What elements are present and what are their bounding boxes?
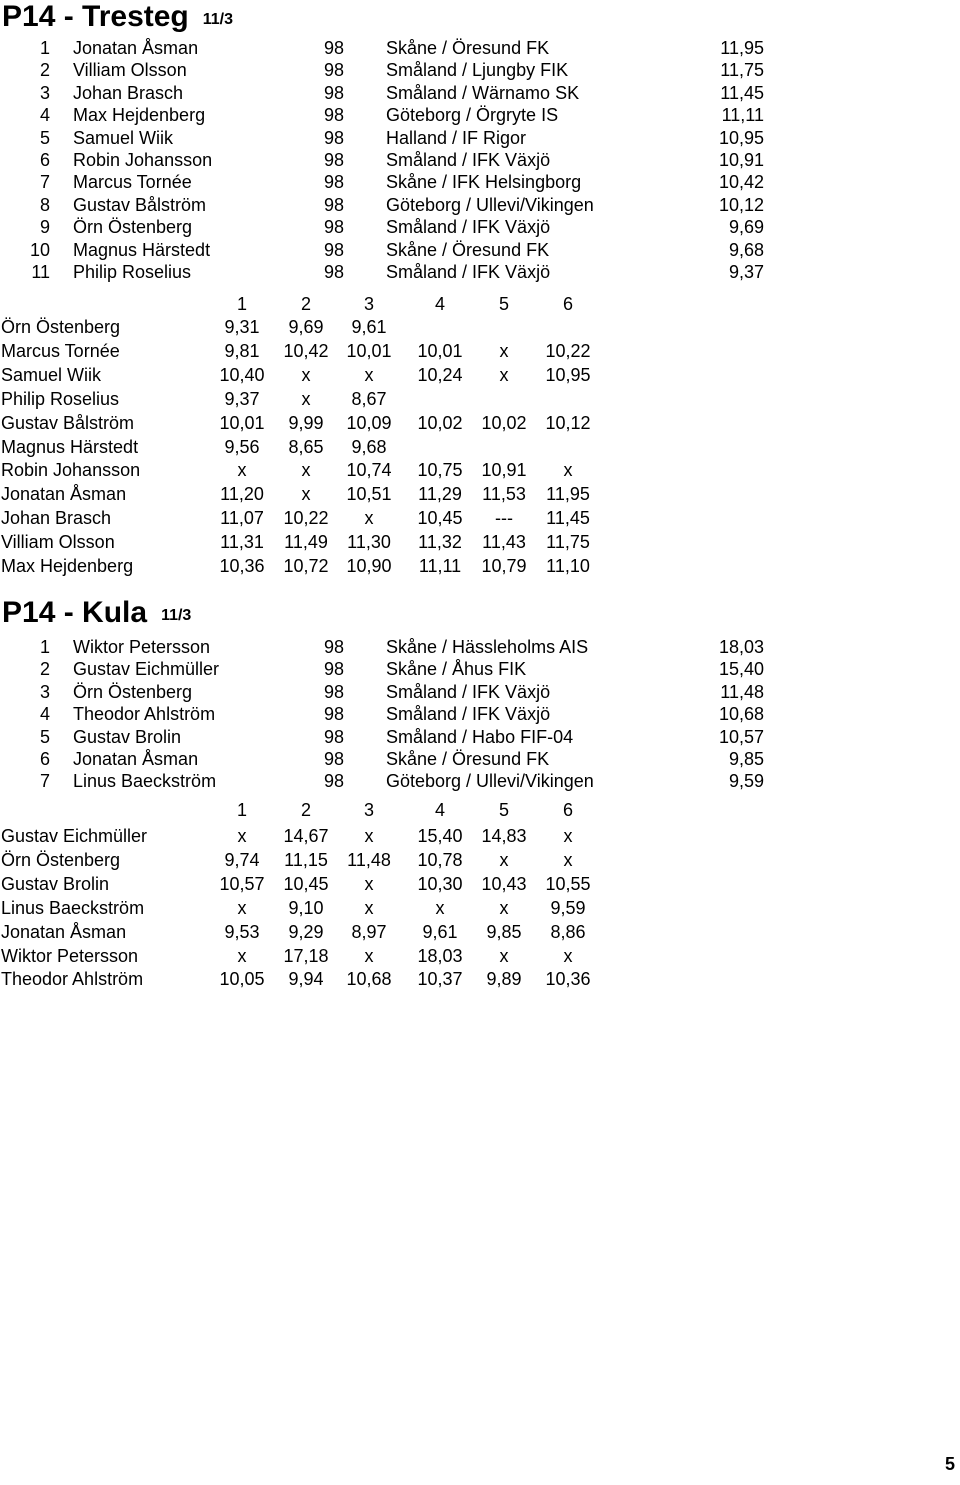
attempt-value: 14,83: [481, 826, 527, 846]
attempt-number-header: 5: [498, 294, 509, 314]
attempt-value: 9,53: [224, 921, 260, 942]
birth-year: 98: [324, 681, 345, 702]
athlete-name: Örn Östenberg: [1, 317, 121, 337]
attempt-row: [0, 945, 960, 967]
result-rank: 9: [39, 217, 50, 238]
attempt-row: [0, 825, 960, 847]
attempt-row: [0, 531, 960, 553]
athlete-name: Linus Baeckström: [73, 771, 217, 792]
attempt-value: x: [563, 460, 573, 481]
birth-year: 98: [324, 704, 345, 725]
attempt-value: 11,43: [482, 532, 526, 553]
attempt-value: 11,29: [418, 484, 462, 505]
athlete-name: Philip Roselius: [73, 262, 192, 282]
birth-year: 98: [324, 749, 345, 769]
attempt-value: x: [364, 945, 374, 966]
section-title: [2, 0, 233, 37]
attempt-value: x: [563, 945, 573, 966]
event-date: 11/3: [202, 11, 234, 28]
attempt-value: 9,85: [486, 921, 522, 942]
result-row: [0, 104, 960, 126]
club-name: Småland / IFK Växjö: [386, 262, 551, 282]
attempt-value: 9,74: [224, 849, 260, 870]
result-rank: 3: [39, 681, 50, 702]
result-row: [0, 658, 960, 680]
attempt-row: [0, 968, 960, 990]
attempt-value: 10,01: [346, 340, 392, 361]
birth-year: 98: [324, 194, 345, 215]
attempt-value: 10,90: [346, 556, 392, 576]
result-score: 10,95: [718, 127, 764, 148]
athlete-name: Gustav Bålström: [73, 194, 207, 215]
attempt-value: 11,49: [284, 532, 328, 553]
attempt-value: 10,02: [417, 412, 463, 433]
result-row: [0, 127, 960, 149]
result-rank: 4: [39, 704, 50, 725]
attempt-value: 17,18: [283, 945, 329, 966]
athlete-name: Theodor Ahlström: [1, 969, 144, 990]
birth-year: 98: [324, 659, 345, 680]
result-score: 10,42: [718, 172, 764, 193]
attempt-value: 9,37: [224, 388, 260, 409]
result-score: 11,45: [720, 82, 764, 103]
result-row: [0, 681, 960, 703]
attempt-value: x: [301, 484, 311, 505]
result-rank: 5: [39, 127, 50, 148]
result-row: [0, 770, 960, 792]
attempt-value: x: [237, 897, 247, 918]
attempt-row: [0, 873, 960, 895]
attempt-number-header: 5: [498, 800, 509, 820]
attempt-value: 10,45: [283, 873, 329, 894]
attempt-value: x: [301, 388, 311, 409]
club-name: Småland / Wärnamo SK: [386, 82, 580, 103]
attempt-value: 18,03: [417, 945, 463, 966]
attempt-value: 11,20: [220, 484, 264, 505]
attempt-value: 10,36: [219, 556, 265, 576]
attempt-number-header: 6: [562, 800, 573, 820]
attempt-row: [0, 340, 960, 362]
attempt-value: 10,78: [417, 849, 463, 870]
attempt-row: [0, 316, 960, 338]
attempt-value: 9,68: [351, 436, 387, 457]
attempt-value: x: [364, 826, 374, 846]
athlete-name: Linus Baeckström: [1, 897, 145, 918]
result-rank: 7: [39, 771, 50, 792]
attempt-value: 10,22: [283, 508, 329, 529]
attempt-value: 10,30: [417, 873, 463, 894]
attempt-value: 10,68: [346, 969, 392, 990]
result-row: [0, 82, 960, 104]
athlete-name: Jonatan Åsman: [73, 749, 199, 769]
result-rank: 2: [39, 659, 50, 680]
result-score: 9,59: [728, 771, 764, 792]
club-name: Göteborg / Ullevi/Vikingen: [386, 194, 594, 215]
attempt-value: 10,95: [545, 364, 591, 385]
attempt-value: 10,57: [219, 873, 265, 894]
attempt-value: x: [301, 460, 311, 481]
birth-year: 98: [324, 38, 345, 58]
club-name: Småland / Ljungby FIK: [386, 60, 569, 81]
birth-year: 98: [324, 150, 345, 170]
birth-year: 98: [324, 262, 345, 282]
attempt-value: 10,24: [417, 364, 463, 385]
athlete-name: Wiktor Petersson: [1, 945, 139, 966]
result-score: 15,40: [718, 659, 764, 680]
attempt-value: 10,37: [417, 969, 463, 990]
athlete-name: Marcus Tornée: [1, 340, 120, 361]
attempt-value: 10,75: [417, 460, 463, 481]
attempt-row: [0, 897, 960, 919]
attempt-value: 10,72: [283, 556, 329, 576]
attempt-value: 10,01: [219, 412, 265, 433]
attempt-value: 11,11: [418, 556, 462, 576]
athlete-name: Philip Roselius: [1, 388, 120, 409]
result-rank: 1: [39, 38, 50, 58]
attempt-value: x: [499, 897, 509, 918]
result-row: [0, 194, 960, 216]
attempt-row: [0, 459, 960, 481]
attempt-row: [0, 921, 960, 943]
attempt-value: 11,07: [220, 508, 264, 529]
attempt-value: 11,32: [418, 532, 462, 553]
athlete-name: Örn Östenberg: [1, 849, 121, 870]
result-rank: 5: [39, 726, 50, 747]
attempt-value: 10,05: [219, 969, 265, 990]
result-score: 9,85: [728, 749, 764, 769]
attempt-number-header: 4: [434, 294, 445, 314]
attempt-value: x: [237, 460, 247, 481]
result-rank: 1: [39, 637, 50, 657]
result-row: [0, 149, 960, 171]
athlete-name: Gustav Eichmüller: [1, 826, 148, 846]
club-name: Småland / IFK Växjö: [386, 217, 551, 238]
result-row: [0, 171, 960, 193]
attempt-value: ---: [495, 508, 513, 529]
athlete-name: Magnus Härstedt: [73, 239, 211, 260]
attempt-value: 9,10: [288, 897, 324, 918]
attempt-value: 11,75: [546, 532, 590, 553]
result-rank: 6: [39, 150, 50, 170]
athlete-name: Gustav Eichmüller: [73, 659, 220, 680]
attempt-number-header: 2: [300, 294, 311, 314]
birth-year: 98: [324, 637, 345, 657]
result-score: 10,91: [718, 150, 764, 170]
attempt-number-header: 1: [236, 294, 247, 314]
club-name: Skåne / Åhus FIK: [386, 659, 527, 680]
attempt-value: x: [364, 508, 374, 529]
athlete-name: Villiam Olsson: [73, 60, 187, 81]
attempt-value: x: [563, 826, 573, 846]
attempt-number-header: 6: [562, 294, 573, 314]
attempt-value: 11,10: [546, 556, 590, 576]
athlete-name: Magnus Härstedt: [1, 436, 139, 457]
attempt-value: 11,31: [220, 532, 264, 553]
attempt-value: 10,22: [545, 340, 591, 361]
attempt-value: 11,30: [347, 532, 391, 553]
event-date: 11/3: [161, 607, 192, 624]
attempt-value: 10,42: [283, 340, 329, 361]
result-rank: 2: [39, 60, 50, 81]
attempt-value: 9,69: [288, 317, 324, 337]
athlete-name: Gustav Brolin: [73, 726, 182, 747]
athlete-name: Samuel Wiik: [1, 364, 102, 385]
athlete-name: Wiktor Petersson: [73, 637, 211, 657]
result-rank: 10: [29, 239, 50, 260]
attempt-row: [0, 555, 960, 577]
athlete-name: Gustav Bålström: [1, 412, 135, 433]
result-row: [0, 261, 960, 283]
result-score: 18,03: [718, 637, 764, 657]
athlete-name: Örn Östenberg: [73, 681, 193, 702]
result-rank: 11: [31, 262, 50, 282]
attempt-value: x: [499, 364, 509, 385]
attempt-number-header: 2: [300, 800, 311, 820]
attempt-value: 10,55: [545, 873, 591, 894]
attempt-value: 10,51: [346, 484, 392, 505]
attempt-value: x: [364, 364, 374, 385]
section-title: [2, 596, 191, 633]
attempt-row: [0, 507, 960, 529]
result-score: 10,57: [718, 726, 764, 747]
club-name: Skåne / Öresund FK: [386, 749, 550, 769]
attempt-value: 9,31: [224, 317, 260, 337]
attempt-row: [0, 364, 960, 386]
attempt-number-header: 3: [363, 294, 374, 314]
attempt-value: 10,74: [346, 460, 392, 481]
result-rank: 4: [39, 105, 50, 126]
attempt-value: 10,91: [481, 460, 527, 481]
attempt-number-header: 3: [363, 800, 374, 820]
attempt-value: 9,59: [550, 897, 586, 918]
result-score: 11,95: [720, 38, 764, 58]
result-row: [0, 636, 960, 658]
attempt-value: 10,40: [219, 364, 265, 385]
athlete-name: Robin Johansson: [73, 150, 213, 170]
attempt-value: 11,48: [347, 849, 391, 870]
attempt-value: 8,65: [288, 436, 324, 457]
attempt-value: 9,61: [351, 317, 387, 337]
attempt-value: 9,29: [288, 921, 324, 942]
result-row: [0, 703, 960, 725]
event-name: P14 - Tresteg: [2, 0, 189, 33]
attempt-header-row: [0, 293, 960, 315]
attempt-value: 11,95: [546, 484, 590, 505]
attempt-value: 15,40: [417, 826, 463, 846]
attempt-value: 10,36: [545, 969, 591, 990]
birth-year: 98: [324, 105, 345, 126]
attempt-value: 10,02: [481, 412, 527, 433]
athlete-name: Marcus Tornée: [73, 172, 192, 193]
attempt-value: x: [301, 364, 311, 385]
event-name: P14 - Kula: [2, 596, 148, 629]
birth-year: 98: [324, 127, 345, 148]
result-row: [0, 216, 960, 238]
birth-year: 98: [324, 172, 345, 193]
birth-year: 98: [324, 771, 345, 792]
attempt-value: x: [563, 849, 573, 870]
athlete-name: Robin Johansson: [1, 460, 141, 481]
attempt-row: [0, 483, 960, 505]
result-score: 9,68: [728, 239, 764, 260]
result-rank: 6: [39, 749, 50, 769]
attempt-value: 9,56: [224, 436, 260, 457]
attempt-value: 11,15: [284, 849, 328, 870]
result-score: 11,11: [721, 105, 764, 126]
attempt-value: x: [237, 826, 247, 846]
result-row: [0, 726, 960, 748]
athlete-name: Johan Brasch: [1, 508, 112, 529]
club-name: Skåne / Hässleholms AIS: [386, 637, 589, 657]
attempt-value: 11,53: [482, 484, 526, 505]
athlete-name: Jonatan Åsman: [73, 38, 199, 58]
athlete-name: Max Hejdenberg: [1, 556, 134, 576]
result-rank: 3: [39, 82, 50, 103]
attempt-value: 9,94: [288, 969, 324, 990]
club-name: Göteborg / Ullevi/Vikingen: [386, 771, 594, 792]
result-rank: 8: [39, 194, 50, 215]
attempt-row: [0, 436, 960, 458]
athlete-name: Johan Brasch: [73, 82, 184, 103]
club-name: Småland / Habo FIF-04: [386, 726, 574, 747]
attempt-value: 11,45: [546, 508, 590, 529]
attempt-value: 8,67: [351, 388, 387, 409]
birth-year: 98: [324, 239, 345, 260]
club-name: Skåne / IFK Helsingborg: [386, 172, 582, 193]
birth-year: 98: [324, 82, 345, 103]
attempt-value: 8,86: [550, 921, 586, 942]
result-score: 11,75: [720, 60, 764, 81]
attempt-value: 10,79: [481, 556, 527, 576]
attempt-value: 9,81: [224, 340, 260, 361]
result-score: 9,69: [728, 217, 764, 238]
attempt-number-header: 1: [236, 800, 247, 820]
result-score: 9,37: [728, 262, 764, 282]
club-name: Skåne / Öresund FK: [386, 239, 550, 260]
result-rank: 7: [39, 172, 50, 193]
attempt-value: x: [364, 873, 374, 894]
attempt-value: x: [499, 849, 509, 870]
attempt-value: 10,09: [346, 412, 392, 433]
birth-year: 98: [324, 726, 345, 747]
club-name: Småland / IFK Växjö: [386, 681, 551, 702]
attempt-value: x: [364, 897, 374, 918]
result-row: [0, 59, 960, 81]
athlete-name: Jonatan Åsman: [1, 921, 127, 942]
result-score: 10,12: [718, 194, 764, 215]
page-number: 5: [944, 1454, 955, 1474]
athlete-name: Max Hejdenberg: [73, 105, 206, 126]
result-row: [0, 748, 960, 770]
attempt-value: x: [499, 340, 509, 361]
club-name: Skåne / Öresund FK: [386, 38, 550, 58]
result-row: [0, 37, 960, 59]
attempt-number-header: 4: [434, 800, 445, 820]
attempt-header-row: [0, 799, 960, 821]
athlete-name: Gustav Brolin: [1, 873, 110, 894]
attempt-value: 14,67: [283, 826, 329, 846]
club-name: Småland / IFK Växjö: [386, 150, 551, 170]
athlete-name: Örn Östenberg: [73, 217, 193, 238]
club-name: Göteborg / Örgryte IS: [386, 105, 559, 126]
attempt-value: 10,45: [417, 508, 463, 529]
attempt-value: 9,89: [486, 969, 522, 990]
birth-year: 98: [324, 60, 345, 81]
athlete-name: Samuel Wiik: [73, 127, 174, 148]
attempt-value: 8,97: [351, 921, 387, 942]
result-score: 11,48: [720, 681, 764, 702]
attempt-value: 9,61: [422, 921, 458, 942]
attempt-value: x: [435, 897, 445, 918]
attempt-value: x: [499, 945, 509, 966]
club-name: Halland / IF Rigor: [386, 127, 527, 148]
club-name: Småland / IFK Växjö: [386, 704, 551, 725]
athlete-name: Theodor Ahlström: [73, 704, 216, 725]
attempt-row: [0, 849, 960, 871]
athlete-name: Villiam Olsson: [1, 532, 115, 553]
attempt-value: 10,43: [481, 873, 527, 894]
attempt-row: [0, 388, 960, 410]
birth-year: 98: [324, 217, 345, 238]
attempt-value: x: [237, 945, 247, 966]
result-row: [0, 239, 960, 261]
result-score: 10,68: [718, 704, 764, 725]
attempt-value: 9,99: [288, 412, 324, 433]
attempt-row: [0, 412, 960, 434]
athlete-name: Jonatan Åsman: [1, 484, 127, 505]
attempt-value: 10,01: [417, 340, 463, 361]
attempt-value: 10,12: [545, 412, 591, 433]
